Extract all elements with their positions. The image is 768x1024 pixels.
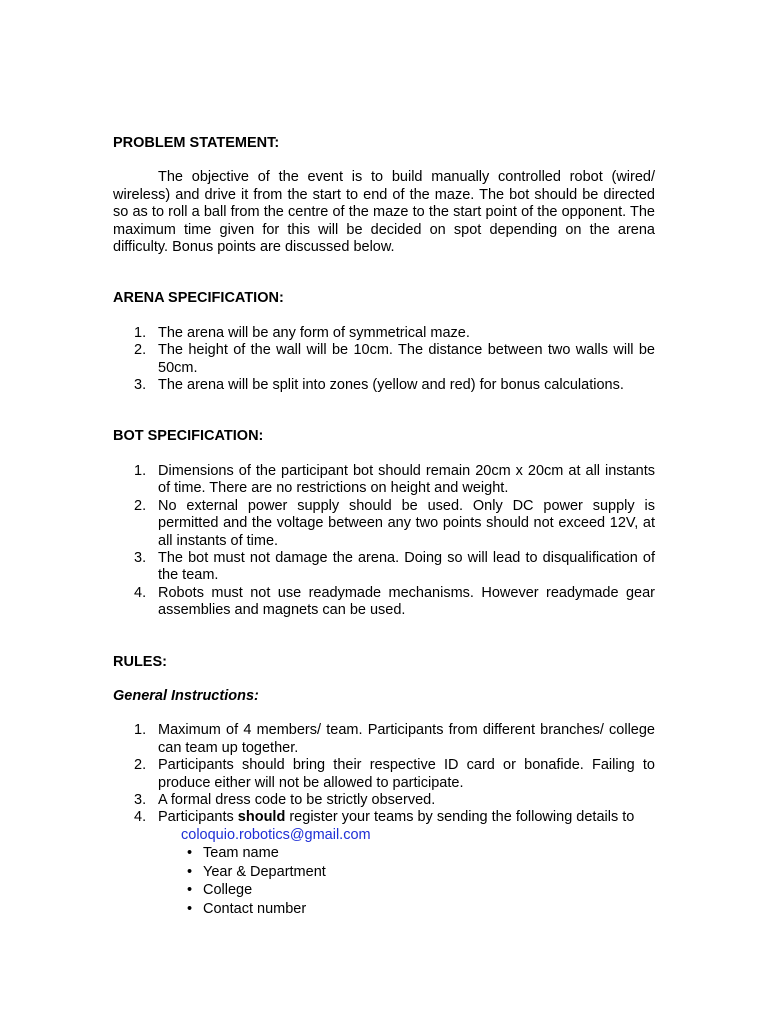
list-text: The arena will be split into zones (yellow and red) for bonus calculations. xyxy=(158,377,624,394)
list-item xyxy=(181,863,655,882)
list-text xyxy=(158,809,655,826)
list-item xyxy=(113,342,655,377)
document-content xyxy=(113,135,655,918)
list-item xyxy=(113,463,655,498)
problem-paragraph: The objective of the event is to build manually controlled robot (wired/ wireless) and drive it from the start to end of the maze. The bot should be directed so as to roll a ball from the centre of the maze to the start point of the opponent. The maximum time given for this will be decided on spot depending on the arena difficulty. Bonus points are discussed below. xyxy=(113,169,655,256)
list-text: The height of the wall will be 10cm. The distance between two walls will be 50cm. xyxy=(158,342,655,376)
bullet-icon: • xyxy=(187,863,193,880)
list-item xyxy=(113,498,655,550)
details-list xyxy=(181,844,655,918)
list-number: 1. xyxy=(134,324,147,341)
list-number: 3. xyxy=(134,377,147,394)
item4-pre: Participants xyxy=(158,809,238,826)
list-number: 4. xyxy=(134,584,147,601)
list-text: The bot must not damage the arena. Doing so will lead to disqualification of the team. xyxy=(158,549,655,584)
bot-heading: BOT SPECIFICATION: xyxy=(113,428,264,445)
list-text: No external power supply should be used. Only DC power supply is permitted and the voltage between any two points should not exceed 12V, at all instants of time. xyxy=(158,497,655,549)
list-text: Maximum of 4 members/ team. Participants from different branches/ college can team up together. xyxy=(158,722,655,756)
list-number: 1. xyxy=(134,722,147,739)
list-text: A formal dress code to be strictly observed. xyxy=(158,791,436,808)
list-text: Participants should bring their respective ID card or bonafide. Failing to produce either will not be allowed to participate. xyxy=(158,757,655,791)
bullet-icon: • xyxy=(187,845,193,862)
list-item xyxy=(181,844,655,863)
arena-list xyxy=(113,325,655,395)
list-number: 4. xyxy=(134,809,147,826)
list-number: 2. xyxy=(134,757,147,774)
rules-heading: RULES: xyxy=(113,653,167,670)
list-number: 1. xyxy=(134,462,147,479)
detail-text: College xyxy=(203,882,253,899)
list-item xyxy=(113,377,655,394)
list-item xyxy=(113,757,655,792)
list-number: 3. xyxy=(134,791,147,808)
arena-heading: ARENA SPECIFICATION: xyxy=(113,290,284,307)
detail-text: Team name xyxy=(203,845,279,862)
list-number: 2. xyxy=(134,342,147,359)
list-item xyxy=(113,792,655,809)
bot-list xyxy=(113,463,655,620)
detail-text: Contact number xyxy=(203,900,307,917)
list-item xyxy=(113,722,655,757)
list-text: Robots must not use readymade mechanisms. However readymade gear assemblies and magnets can be used. xyxy=(158,584,655,619)
problem-heading: PROBLEM STATEMENT: xyxy=(113,135,280,151)
bullet-icon: • xyxy=(187,882,193,899)
list-item xyxy=(113,550,655,585)
email-link[interactable]: coloquio.robotics@gmail.com xyxy=(181,826,371,843)
item4-post: register your teams by sending the following details to xyxy=(285,809,635,826)
list-item xyxy=(113,325,655,342)
list-item xyxy=(181,881,655,900)
list-text: The arena will be any form of symmetrical maze. xyxy=(158,324,470,341)
list-item xyxy=(113,585,655,620)
list-text: Dimensions of the participant bot should remain 20cm x 20cm at all instants of time. There are no restrictions on height and weight. xyxy=(158,462,655,497)
detail-text: Year & Department xyxy=(203,863,326,880)
item4-bold: should xyxy=(237,809,286,826)
list-item xyxy=(113,809,655,826)
list-number: 2. xyxy=(134,497,147,514)
rules-list xyxy=(113,722,655,826)
list-item xyxy=(181,900,655,919)
bullet-icon: • xyxy=(187,900,193,917)
list-number: 3. xyxy=(134,549,147,566)
general-instructions-heading: General Instructions: xyxy=(113,687,259,704)
